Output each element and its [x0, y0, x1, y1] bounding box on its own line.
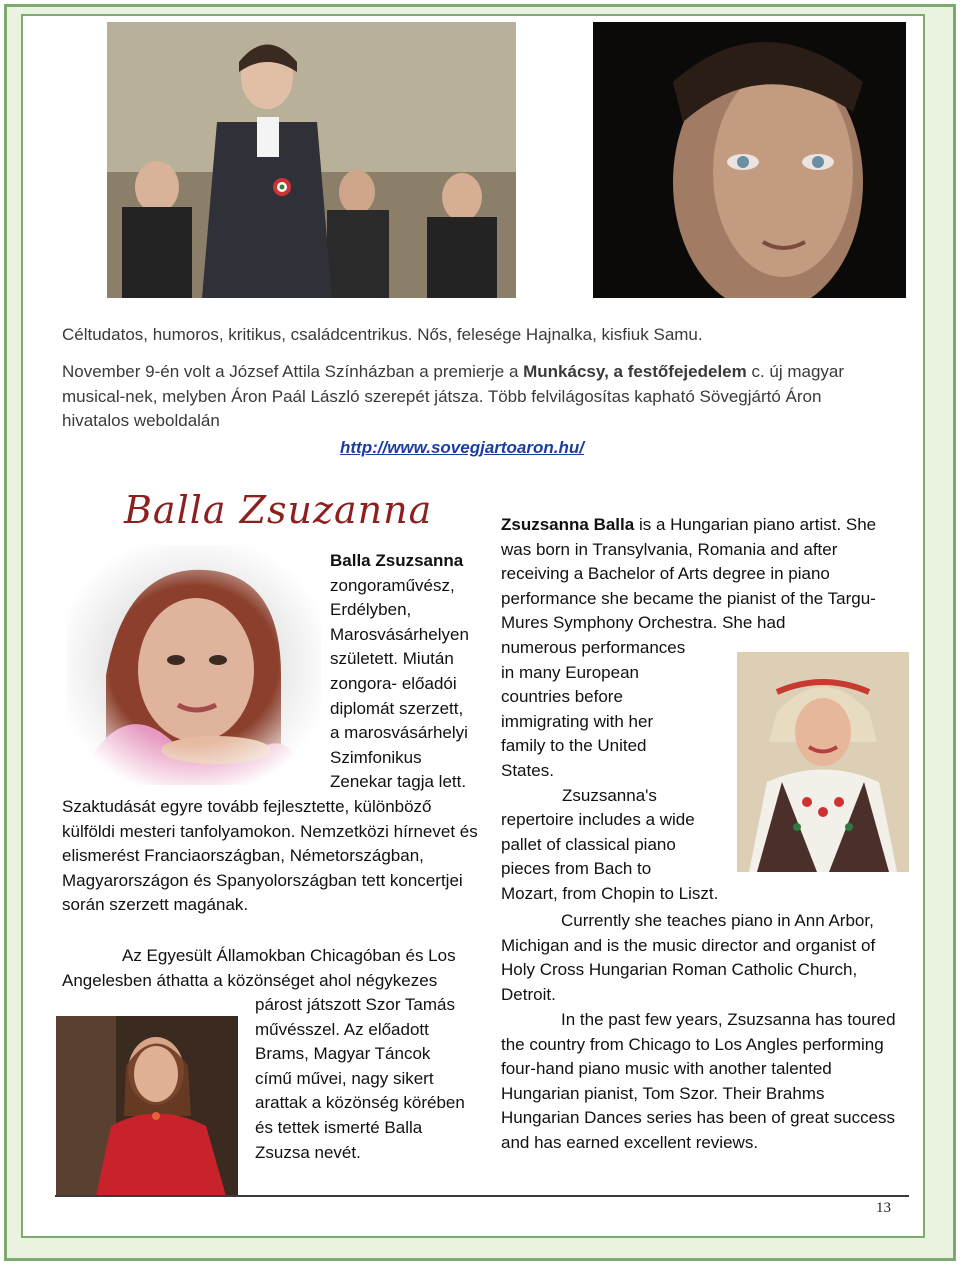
folk-photo-illustration [737, 652, 909, 872]
hungarian-paragraph-usa: Az Egyesült Államokban Chicagóban és Los Angelesben áthatta a közönséget ahol négykezes [62, 946, 456, 990]
hungarian-name: Balla Zsuzsanna [330, 551, 464, 570]
hu-line: zongora- előadói [330, 673, 457, 693]
hu-line: Marosvásárhelyen [330, 624, 469, 644]
en-line: Mozart, from Chopin to Liszt. [501, 883, 719, 903]
english-paragraph-teaching: Currently she teaches piano in Ann Arbor, Michigan and is the music director and organist of Holy Cross Hungarian Roman Catholic Church, Detroit. [501, 911, 876, 1004]
hu2-line: arattak a közönség körében [255, 1093, 465, 1113]
page-number: 13 [876, 1200, 891, 1216]
website-link[interactable]: http://www.sovegjartoaron.hu/ [340, 438, 584, 457]
en-line: pieces from Bach to [501, 859, 652, 879]
english-name: Zsuzsanna Balla [501, 515, 635, 534]
hu2-line: és tettek ismerté Balla [255, 1117, 423, 1137]
en-line: family to the United [501, 736, 647, 756]
en-line: States. [501, 760, 554, 780]
hu2-line: párost játszott Szor Tamás [255, 995, 455, 1014]
stage-photo [107, 22, 516, 298]
intro-line: Céltudatos, humoros, kritikus, családcentrikus. Nős, felesége Hajnalka, kisfiuk Samu. [62, 325, 703, 344]
section-title: Balla Zsuzanna [124, 488, 433, 532]
english-intro-paragraph [501, 513, 901, 636]
concert-photo-illustration [56, 1016, 238, 1196]
hu2-line: művésszel. Az előadott [255, 1019, 429, 1039]
hungarian-paragraph-career: Szaktudását egyre tovább fejlesztette, különböző külföldi mesteri tanfolyamokon. Nemzetközi hírnevet és elismerést Franciaországban, Németországban, Magyarországon és Spanyolországban tett koncertjei során szerzett magának. [62, 797, 478, 915]
hu2-line: című művei, nagy sikert [255, 1068, 434, 1088]
hu-line: Szimfonikus [330, 747, 422, 767]
en-line: in many European [501, 662, 639, 682]
hu-line: Erdélyben, [330, 600, 412, 620]
hu-line: diplomát szerzett, [330, 698, 464, 718]
footer-rule [55, 1195, 909, 1197]
website-link-container [340, 438, 584, 458]
stage-photo-illustration [107, 22, 516, 298]
portrait-illustration [593, 22, 906, 298]
hu-line: a marosvásárhelyi [330, 723, 468, 743]
en-line: immigrating with her [501, 711, 654, 731]
folk-costume-photo [737, 652, 909, 872]
hu2-line: Zsuzsa nevét. [255, 1142, 361, 1162]
en-line: repertoire includes a wide [501, 810, 695, 830]
premiere-paragraph [62, 360, 862, 434]
hungarian-bio-column-2 [255, 993, 490, 1165]
english-paragraph-touring: In the past few years, Zsuzsanna has toured the country from Chicago to Los Angles performing four-hand piano music with another talented Hungarian pianist, Tom Szor. Their Brahms Hungarian Dances series has been of great success and has earned excellent reviews. [501, 1010, 896, 1152]
hu2-line: Brams, Magyar Táncok [255, 1044, 431, 1064]
hu-line: Zenekar tagja lett. [330, 772, 467, 792]
english-intro-text: is a Hungarian piano artist. She was born in Transylvania, Romania and after receiving a Bachelor of Arts degree in piano performance she became the pianist of the Targu-Mures Symphony Orchestra. She had [501, 515, 877, 633]
en-line: numerous performances [501, 638, 686, 657]
musical-title: Munkácsy, a festőfejedelem [523, 362, 747, 381]
hu-line: született. Miután [330, 649, 454, 669]
concert-photo-woman [56, 1016, 238, 1196]
portrait-photo-woman [66, 545, 321, 785]
premiere-text-b: c. új magyar musical-nek, melyben Áron Paál László szerepét játsza. Több felvilágosítas kapható Sövegjártó Áron hivatalos weboldalán [62, 362, 845, 430]
english-narrow-column [501, 636, 736, 907]
portrait-photo-man [593, 22, 906, 298]
hungarian-bio-column [330, 549, 500, 795]
woman-portrait-illustration [66, 545, 321, 785]
en-line: Zsuzsanna's [562, 785, 657, 805]
en-line: pallet of classical piano [501, 834, 676, 854]
premiere-text-a: November 9-én volt a József Attila Színházban a premierje a [62, 362, 524, 381]
en-line: countries before [501, 687, 623, 707]
hu-line: zongoraművész, [330, 575, 455, 595]
